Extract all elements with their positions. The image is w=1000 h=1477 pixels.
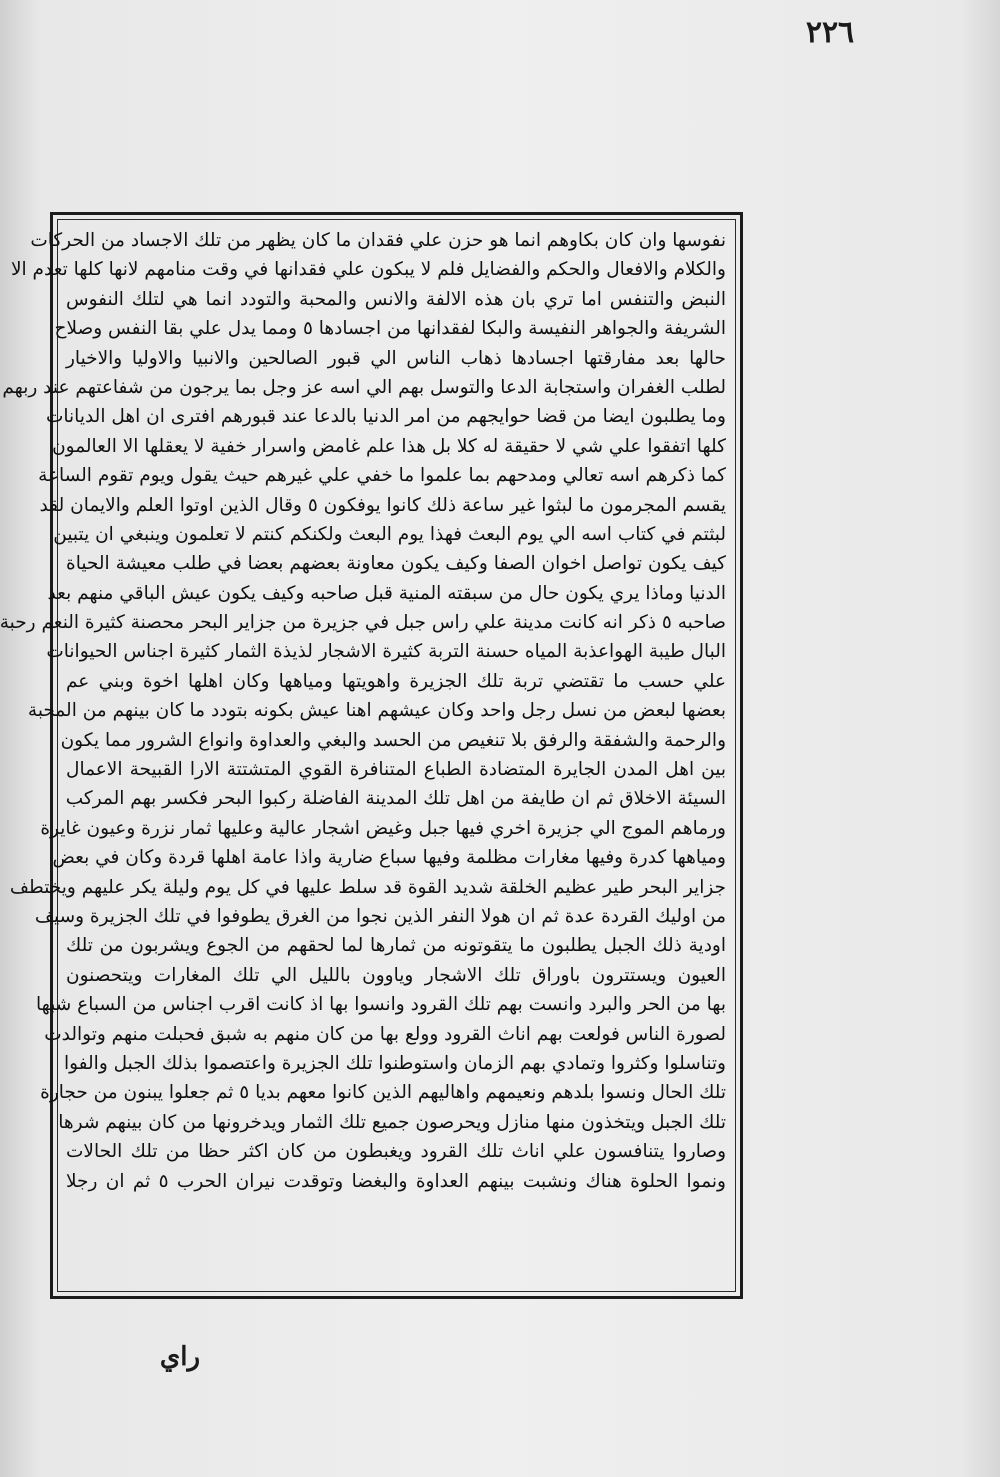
manuscript-line: نفوسها وان كان بكاوهم انما هو حزن علي فقدان ما كان يظهر من تلك الاجساد من الحركات xyxy=(30,230,726,251)
manuscript-line: ورماهم الموج الي جزيرة اخري فيها جبل وغيض اشجار عالية وعليها ثمار نزرة وعيون غايرة xyxy=(40,817,726,839)
manuscript-line: كما ذكرهم اسه تعالي ومدحهم بما علموا ما خفي علي غيرهم حيث يقول ويوم تقوم الساعة xyxy=(38,465,726,487)
manuscript-text-block xyxy=(0,226,726,1286)
manuscript-line: ونموا الحلوة هناك ونشبت بينهم العداوة والبغضا وتوقدت نيران الحرب ٥ ثم ان رجلا xyxy=(66,1170,726,1192)
manuscript-line: لصورة الناس فولعت بهم اناث القرود وولع بها من كان منهم به شبق فحبلت منهم وتوالدت xyxy=(44,1023,726,1045)
manuscript-line: كلها اتفقوا علي شي لا حقيقة له كلا بل هذا علم غامض واسرار خفية لا يعقلها الا العالمون xyxy=(52,435,726,457)
manuscript-line: لبثتم في كتاب اسه الي يوم البعث فهذا يوم البعث ولكنكم كنتم لا تعلمون وينبغي ان يتبين xyxy=(53,523,726,545)
manuscript-line: بين اهل المدن الجايرة المتضادة الطباع المتنافرة القوي المتشتتة الارا القبيحة الاعمال xyxy=(66,759,726,781)
manuscript-line: وصاروا يتنافسون علي اناث تلك القرود ويغبطون من كان اكثر حظا من تلك الحالات xyxy=(66,1141,726,1163)
manuscript-line: بها من الحر والبرد وانست بهم تلك القرود وانسوا بها اذ كانت اقرب اجناس من السباع شبها xyxy=(36,994,726,1016)
manuscript-line: السيئة الاخلاق ثم ان طايفة من اهل تلك المدينة الفاضلة ركبوا البحر فكسر بهم المركب xyxy=(65,788,726,810)
manuscript-line: جزاير البحر طير عظيم الخلقة شديد القوة قد سلط عليها في كل يوم وليلة يكر عليهم ويختطف xyxy=(9,876,726,898)
manuscript-line: الشريفة والجواهر النفيسة والبكا لفقدانها من اجسادها ٥ ومما يدل علي بقا النفس وصلاح xyxy=(54,318,726,340)
manuscript-line: والكلام والافعال والحكم والفضايل فلم لا يبكون علي فقدانها في وقت منامهم لانها كلها تعدم الا xyxy=(10,259,726,281)
manuscript-line: حالها بعد مفارقتها اجسادها ذهاب الناس الي قبور الصالحين والانبيا والاوليا والاخيار xyxy=(66,347,726,369)
manuscript-line: ومياهها كدرة وفيها مغارات مظلمة وفيها سباع ضارية واذا عامة اهلها قردة وكان في بعض xyxy=(52,847,726,869)
manuscript-line: يقسم المجرمون ما لبثوا غير ساعة ذلك كانوا يوفكون ٥ وقال الذين اوتوا العلم والايمان لقد xyxy=(39,494,726,516)
manuscript-line: لطلب الغفران واستجابة الدعا والتوسل بهم الي اسه عز وجل بما يرجون من شفاعتهم عند ربهم xyxy=(2,376,726,398)
manuscript-line: تلك الحال ونسوا بلدهم ونعيمهم واهاليهم الذين كانوا معهم بديا ٥ ثم جعلوا يبنون من حجارة xyxy=(40,1082,726,1104)
manuscript-line: علي حسب ما تقتضي تربة تلك الجزيرة واهويتها ومياهها وكان اهلها اخوة وبني عم xyxy=(66,670,726,692)
manuscript-line: الدنيا وماذا يري يكون حال من سبقته المنية قبل صاحبه وكيف يكون عيش الباقي منهم بعد xyxy=(47,582,726,604)
manuscript-line: من اوليك القردة عدة ثم ان هولا النفر الذين نجوا من الغرق يطوفوا في تلك الجزيرة وسيف xyxy=(34,905,726,927)
manuscript-line: وتناسلوا وكثروا وتمادي بهم الزمان واستوطنوا تلك الجزيرة واعتصموا بذلك الجبل والفوا xyxy=(63,1052,726,1074)
folio-number: ٢٢٦ xyxy=(805,15,855,50)
manuscript-line: النبض والتنفس اما تري بان هذه الالفة والانس والمحبة والتودد انما هي لتلك النفوس xyxy=(66,288,726,310)
catchword: راي xyxy=(159,1342,201,1372)
manuscript-line: كيف يكون تواصل اخوان الصفا وكيف يكون معاونة بعضهم بعضا في طلب معيشة الحياة xyxy=(66,553,726,575)
manuscript-line: العيون ويستترون باوراق تلك الاشجار وياوون بالليل الي تلك المغارات ويتحصنون xyxy=(66,964,726,986)
manuscript-line: والرحمة والشفقة والرفق بلا تنغيص من الحسد والبغي والعداوة وانواع الشرور مما يكون xyxy=(60,729,726,751)
manuscript-line: وما يطلبون ايضا من قضا حوايجهم من امر الدنيا بالدعا عند قبورهم افترى ان اهل الديانات xyxy=(45,406,726,428)
manuscript-line: صاحبه ٥ ذكر انه كانت مدينة علي راس جبل في جزيرة من جزاير البحر محصنة كثيرة النعم رحبة xyxy=(0,612,726,634)
manuscript-line: اودية ذلك الجبل يطلبون ما يتقوتونه من ثمارها لما لحقهم من الجوع ويشربون من تلك xyxy=(66,935,726,957)
manuscript-line: تلك الجبل ويتخذون منها منازل ويحرصون جميع تلك الثمار ويدخرونها من كان بينهم شرها xyxy=(58,1111,726,1133)
manuscript-line: بعضها لبعض من نسل رجل واحد وكان عيشهم اهنا عيش بكونه بتودد ما كان بينهم من المحبة xyxy=(27,700,726,722)
manuscript-line: البال طيبة الهواعذبة المياه حسنة التربة كثيرة الاشجار لذيذة الثمار كثيرة اجناس الحيوانات xyxy=(46,641,726,663)
